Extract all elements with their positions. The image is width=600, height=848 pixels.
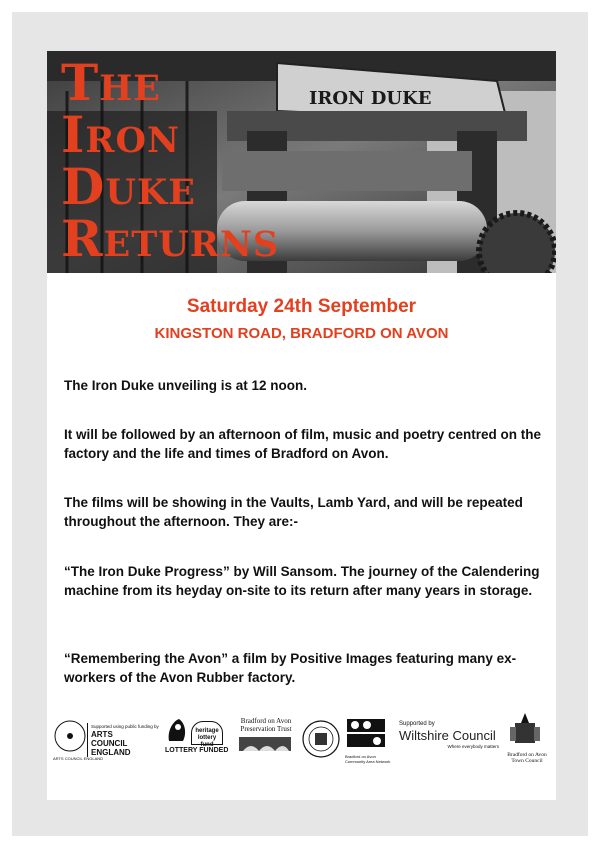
sponsor-logos (47, 713, 556, 773)
title-line-4: Returns (61, 209, 280, 268)
hero-image (47, 51, 556, 273)
museum-seal-icon (301, 719, 341, 759)
poster-title (61, 53, 280, 268)
title-line-1: The (61, 53, 161, 112)
wiltshire-name: Wiltshire Council (399, 728, 496, 743)
museum-logo (301, 719, 341, 764)
preservation-trust-name: Bradford on Avon Preservation Trust (240, 717, 292, 733)
preservation-trust-logo (237, 717, 295, 758)
title-line-2: Iron (61, 105, 180, 164)
town-crest-icon (507, 713, 543, 747)
arts-council-small-text: ARTS COUNCIL ENGLAND (53, 756, 104, 761)
event-date: Saturday 24th September (186, 296, 417, 317)
arts-council-text-logo (87, 723, 163, 757)
boa-can-name: Bradford on Avon Community Area Network (345, 754, 391, 764)
lottery-logo (165, 717, 229, 754)
paragraph-remembering-avon: “Remembering the Avon” a film by Positive Images featuring many ex-workers of the Avon Rubber factory. (64, 651, 517, 685)
arts-council-support: Supported using public funding by (91, 724, 159, 729)
arts-council-emblem-icon (53, 719, 87, 753)
heritage-line1: heritage (195, 728, 219, 734)
wiltshire-supported: Supported by (399, 721, 435, 727)
boa-can-logo (345, 717, 391, 764)
event-venue: KINGSTON ROAD, BRADFORD ON AVON (154, 325, 449, 342)
wiltshire-council-logo (399, 721, 499, 750)
arts-council-logo (53, 719, 104, 761)
lottery-hand-icon (165, 717, 189, 743)
paragraph-afternoon: It will be followed by an afternoon of film, music and poetry centred on the factory and the life and times of Bradford on Avon. (64, 427, 542, 461)
paragraph-iron-duke-progress: “The Iron Duke Progress” by Will Sansom. The journey of the Calendering machine from its heyday on-site to its return after many years in storage. (64, 564, 540, 598)
paragraph-films: The films will be showing in the Vaults, Lamb Yard, and will be repeated throughout the afternoon. They are:- (64, 495, 523, 529)
town-council-logo (507, 713, 549, 764)
town-council-name: Bradford on Avon Town Council (507, 752, 547, 764)
paragraph-unveiling: The Iron Duke unveiling is at 12 noon. (64, 378, 308, 393)
bridge-icon (237, 733, 293, 753)
title-line-3: Duke (61, 157, 196, 216)
heritage-line2: lottery fund (197, 735, 217, 748)
machine-plate: IRON DUKE (309, 88, 432, 109)
arts-council-name: ARTS COUNCIL ENGLAND (91, 730, 131, 757)
poster (47, 51, 556, 800)
lottery-funded-label: LOTTERY FUNDED (165, 747, 229, 754)
wiltshire-tagline: Where everybody matters (447, 744, 499, 749)
heritage-arch (191, 721, 223, 748)
boa-can-mark-icon (345, 717, 387, 749)
